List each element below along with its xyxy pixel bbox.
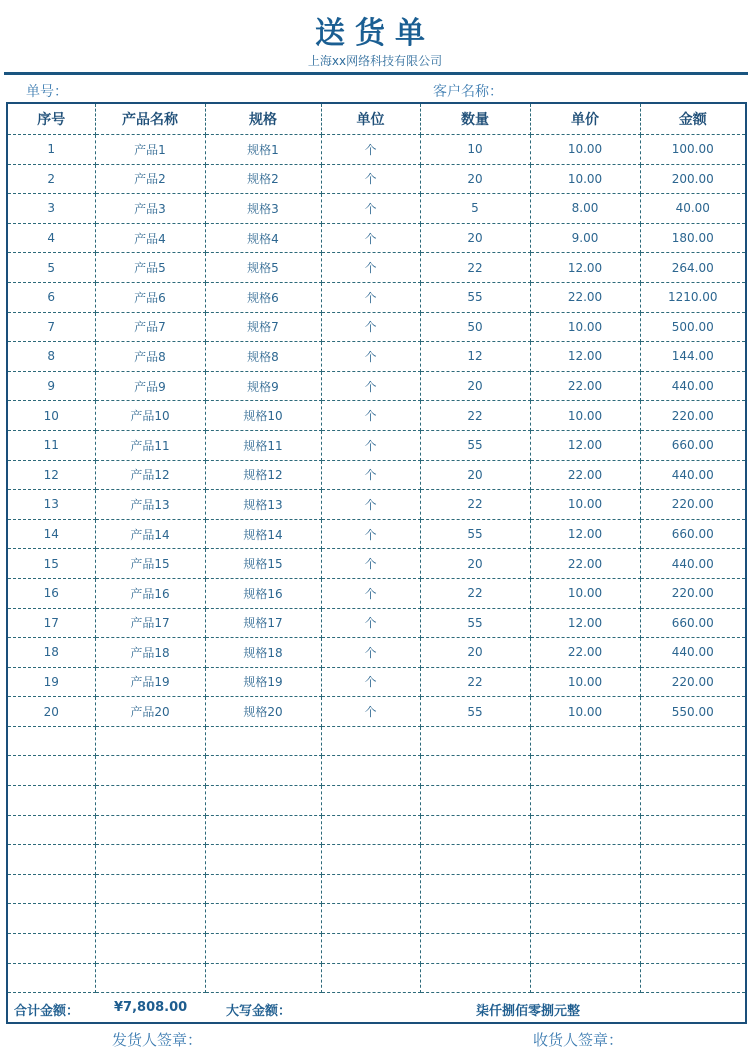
table-cell: 7 [8, 312, 95, 342]
empty-cell [321, 904, 420, 934]
empty-cell [8, 904, 95, 934]
table-cell: 产品14 [95, 519, 205, 549]
table-cell: 个 [321, 460, 420, 490]
table-cell: 50 [420, 312, 530, 342]
empty-cell [95, 815, 205, 845]
empty-cell [420, 815, 530, 845]
table-cell: 500.00 [640, 312, 745, 342]
header-divider [4, 72, 748, 75]
table-cell: 180.00 [640, 223, 745, 253]
table-cell: 12.00 [530, 253, 640, 283]
table-cell: 规格11 [205, 430, 321, 460]
table-cell: 440.00 [640, 549, 745, 579]
empty-cell [205, 845, 321, 875]
table-cell: 12.00 [530, 519, 640, 549]
table-cell: 660.00 [640, 608, 745, 638]
table-cell: 220.00 [640, 667, 745, 697]
table-cell: 17 [8, 608, 95, 638]
table-cell: 个 [321, 697, 420, 727]
table-cell: 200.00 [640, 164, 745, 194]
table-cell: 22.00 [530, 282, 640, 312]
table-cell: 产品18 [95, 638, 205, 668]
table-cell: 产品5 [95, 253, 205, 283]
empty-table-row [8, 815, 745, 845]
table-row [8, 282, 745, 312]
empty-cell [95, 726, 205, 756]
empty-cell [420, 845, 530, 875]
table-cell: 264.00 [640, 253, 745, 283]
empty-cell [530, 934, 640, 964]
table-cell: 个 [321, 401, 420, 431]
summary-row [8, 993, 745, 1022]
table-cell: 22.00 [530, 460, 640, 490]
table-cell: 15 [8, 549, 95, 579]
table-row [8, 519, 745, 549]
table-cell: 22 [420, 401, 530, 431]
table-cell: 100.00 [640, 135, 745, 165]
empty-cell [321, 874, 420, 904]
empty-cell [205, 934, 321, 964]
table-cell: 22.00 [530, 549, 640, 579]
table-cell: 产品17 [95, 608, 205, 638]
empty-cell [420, 786, 530, 816]
table-cell: 个 [321, 638, 420, 668]
table-cell: 12.00 [530, 430, 640, 460]
empty-cell [530, 815, 640, 845]
total-amount-label: 合计金额： [14, 1004, 80, 1019]
empty-cell [420, 874, 530, 904]
table-cell: 个 [321, 578, 420, 608]
empty-table-row [8, 786, 745, 816]
table-cell: 10.00 [530, 578, 640, 608]
empty-cell [95, 845, 205, 875]
empty-cell [205, 756, 321, 786]
empty-cell [530, 726, 640, 756]
table-row [8, 490, 745, 520]
table-cell: 660.00 [640, 519, 745, 549]
empty-cell [530, 845, 640, 875]
table-cell: 440.00 [640, 371, 745, 401]
column-header: 单价 [530, 104, 640, 135]
uppercase-amount-value: 柒仟捌佰零捌元整 [476, 1004, 581, 1019]
table-cell: 660.00 [640, 430, 745, 460]
empty-cell [640, 786, 745, 816]
table-cell: 10.00 [530, 164, 640, 194]
table-cell: 11 [8, 430, 95, 460]
table-cell: 22 [420, 253, 530, 283]
empty-cell [321, 756, 420, 786]
empty-cell [420, 934, 530, 964]
table-row [8, 549, 745, 579]
table-cell: 14 [8, 519, 95, 549]
table-cell: 40.00 [640, 194, 745, 224]
table-cell: 规格8 [205, 342, 321, 372]
table-cell: 55 [420, 282, 530, 312]
empty-cell [530, 756, 640, 786]
table-cell: 6 [8, 282, 95, 312]
empty-cell [321, 934, 420, 964]
table-cell: 10.00 [530, 490, 640, 520]
table-cell: 规格20 [205, 697, 321, 727]
empty-cell [205, 874, 321, 904]
table-row [8, 578, 745, 608]
table-cell: 个 [321, 164, 420, 194]
column-header: 数量 [420, 104, 530, 135]
table-cell: 规格18 [205, 638, 321, 668]
column-header: 规格 [205, 104, 321, 135]
table-cell: 产品10 [95, 401, 205, 431]
empty-cell [640, 934, 745, 964]
table-cell: 12.00 [530, 342, 640, 372]
table-cell: 产品9 [95, 371, 205, 401]
table-cell: 产品4 [95, 223, 205, 253]
table-cell: 4 [8, 223, 95, 253]
table-cell: 22 [420, 490, 530, 520]
table-row [8, 401, 745, 431]
table-cell: 12 [8, 460, 95, 490]
empty-table-row [8, 726, 745, 756]
empty-cell [95, 963, 205, 993]
table-cell: 22.00 [530, 371, 640, 401]
table-cell: 55 [420, 430, 530, 460]
table-cell: 10 [8, 401, 95, 431]
table-cell: 规格1 [205, 135, 321, 165]
empty-cell [530, 963, 640, 993]
empty-cell [205, 815, 321, 845]
table-cell: 5 [8, 253, 95, 283]
table-cell: 144.00 [640, 342, 745, 372]
empty-cell [95, 756, 205, 786]
table-cell: 规格14 [205, 519, 321, 549]
empty-cell [640, 815, 745, 845]
empty-cell [205, 726, 321, 756]
order-number-label: 单号： [26, 84, 68, 100]
delivery-table-box [6, 102, 747, 1024]
document-title: 送货单 [315, 16, 435, 51]
table-cell: 10.00 [530, 312, 640, 342]
table-cell: 22 [420, 667, 530, 697]
table-cell: 20 [420, 371, 530, 401]
empty-cell [321, 786, 420, 816]
empty-cell [530, 904, 640, 934]
table-row [8, 638, 745, 668]
table-cell: 2 [8, 164, 95, 194]
table-cell: 个 [321, 430, 420, 460]
table-row [8, 164, 745, 194]
table-cell: 55 [420, 608, 530, 638]
table-cell: 规格19 [205, 667, 321, 697]
table-cell: 55 [420, 519, 530, 549]
table-cell: 20 [8, 697, 95, 727]
sender-signature-label: 发货人签章： [112, 1031, 203, 1049]
table-cell: 规格16 [205, 578, 321, 608]
empty-cell [530, 786, 640, 816]
empty-cell [8, 756, 95, 786]
empty-cell [321, 815, 420, 845]
table-cell: 550.00 [640, 697, 745, 727]
table-header-row [8, 104, 745, 135]
table-cell: 10 [420, 135, 530, 165]
table-cell: 个 [321, 312, 420, 342]
table-row [8, 342, 745, 372]
table-cell: 10.00 [530, 401, 640, 431]
table-cell: 20 [420, 460, 530, 490]
empty-cell [530, 874, 640, 904]
empty-cell [95, 786, 205, 816]
empty-cell [640, 904, 745, 934]
table-cell: 22 [420, 578, 530, 608]
table-cell: 220.00 [640, 490, 745, 520]
table-cell: 产品11 [95, 430, 205, 460]
table-cell: 3 [8, 194, 95, 224]
table-cell: 产品7 [95, 312, 205, 342]
customer-name-label: 客户名称： [433, 84, 503, 100]
empty-cell [420, 963, 530, 993]
empty-table-row [8, 904, 745, 934]
table-cell: 10.00 [530, 697, 640, 727]
table-cell: 9.00 [530, 223, 640, 253]
table-cell: 440.00 [640, 638, 745, 668]
column-header: 产品名称 [95, 104, 205, 135]
table-cell: 5 [420, 194, 530, 224]
table-cell: 规格17 [205, 608, 321, 638]
table-cell: 产品3 [95, 194, 205, 224]
empty-cell [640, 726, 745, 756]
table-cell: 规格9 [205, 371, 321, 401]
table-cell: 22.00 [530, 638, 640, 668]
table-cell: 20 [420, 223, 530, 253]
table-cell: 10.00 [530, 667, 640, 697]
empty-cell [205, 904, 321, 934]
column-header: 单位 [321, 104, 420, 135]
table-cell: 产品1 [95, 135, 205, 165]
table-cell: 规格13 [205, 490, 321, 520]
empty-cell [640, 963, 745, 993]
empty-cell [8, 786, 95, 816]
table-row [8, 608, 745, 638]
table-cell: 规格6 [205, 282, 321, 312]
table-cell: 9 [8, 371, 95, 401]
table-cell: 规格10 [205, 401, 321, 431]
table-cell: 12 [420, 342, 530, 372]
table-cell: 个 [321, 519, 420, 549]
column-header: 金额 [640, 104, 745, 135]
empty-table-row [8, 756, 745, 786]
empty-table-row [8, 874, 745, 904]
company-name: 上海xx网络科技有限公司 [307, 54, 443, 68]
table-cell: 个 [321, 253, 420, 283]
table-cell: 220.00 [640, 578, 745, 608]
delivery-table [8, 104, 745, 993]
table-cell: 产品6 [95, 282, 205, 312]
table-cell: 产品16 [95, 578, 205, 608]
table-cell: 个 [321, 371, 420, 401]
table-cell: 55 [420, 697, 530, 727]
empty-table-row [8, 934, 745, 964]
empty-cell [8, 845, 95, 875]
table-cell: 产品19 [95, 667, 205, 697]
table-row [8, 697, 745, 727]
empty-cell [640, 845, 745, 875]
empty-cell [420, 726, 530, 756]
empty-cell [321, 963, 420, 993]
table-cell: 10.00 [530, 135, 640, 165]
empty-cell [8, 815, 95, 845]
table-cell: 规格12 [205, 460, 321, 490]
table-cell: 19 [8, 667, 95, 697]
table-cell: 规格7 [205, 312, 321, 342]
table-row [8, 223, 745, 253]
table-cell: 个 [321, 549, 420, 579]
table-cell: 个 [321, 342, 420, 372]
table-row [8, 371, 745, 401]
table-cell: 440.00 [640, 460, 745, 490]
table-cell: 产品8 [95, 342, 205, 372]
table-cell: 产品12 [95, 460, 205, 490]
table-cell: 个 [321, 608, 420, 638]
empty-cell [95, 934, 205, 964]
empty-cell [205, 786, 321, 816]
table-cell: 16 [8, 578, 95, 608]
table-cell: 产品15 [95, 549, 205, 579]
empty-cell [640, 874, 745, 904]
table-cell: 产品2 [95, 164, 205, 194]
table-cell: 13 [8, 490, 95, 520]
column-header: 序号 [8, 104, 95, 135]
table-cell: 规格2 [205, 164, 321, 194]
empty-cell [640, 756, 745, 786]
table-row [8, 430, 745, 460]
table-cell: 1 [8, 135, 95, 165]
empty-table-row [8, 963, 745, 993]
table-cell: 个 [321, 223, 420, 253]
table-row [8, 667, 745, 697]
table-cell: 18 [8, 638, 95, 668]
table-row [8, 194, 745, 224]
empty-cell [420, 904, 530, 934]
empty-cell [8, 934, 95, 964]
empty-cell [8, 874, 95, 904]
empty-cell [321, 845, 420, 875]
table-cell: 规格4 [205, 223, 321, 253]
table-row [8, 135, 745, 165]
table-cell: 规格3 [205, 194, 321, 224]
table-cell: 8.00 [530, 194, 640, 224]
empty-cell [420, 756, 530, 786]
table-cell: 产品13 [95, 490, 205, 520]
table-cell: 20 [420, 549, 530, 579]
empty-cell [8, 726, 95, 756]
table-cell: 1210.00 [640, 282, 745, 312]
empty-cell [205, 963, 321, 993]
table-row [8, 312, 745, 342]
table-cell: 个 [321, 135, 420, 165]
empty-cell [95, 874, 205, 904]
empty-table-row [8, 845, 745, 875]
table-cell: 20 [420, 638, 530, 668]
table-row [8, 460, 745, 490]
table-cell: 12.00 [530, 608, 640, 638]
total-amount-value: ¥7,808.00 [114, 1000, 188, 1015]
table-cell: 个 [321, 282, 420, 312]
table-cell: 产品20 [95, 697, 205, 727]
table-cell: 20 [420, 164, 530, 194]
receiver-signature-label: 收货人签章： [533, 1031, 624, 1049]
empty-cell [95, 904, 205, 934]
table-cell: 个 [321, 667, 420, 697]
table-cell: 个 [321, 194, 420, 224]
empty-cell [8, 963, 95, 993]
table-cell: 规格15 [205, 549, 321, 579]
uppercase-amount-label: 大写金额： [226, 1004, 292, 1019]
table-cell: 8 [8, 342, 95, 372]
table-cell: 规格5 [205, 253, 321, 283]
table-cell: 220.00 [640, 401, 745, 431]
table-cell: 个 [321, 490, 420, 520]
table-row [8, 253, 745, 283]
empty-cell [321, 726, 420, 756]
